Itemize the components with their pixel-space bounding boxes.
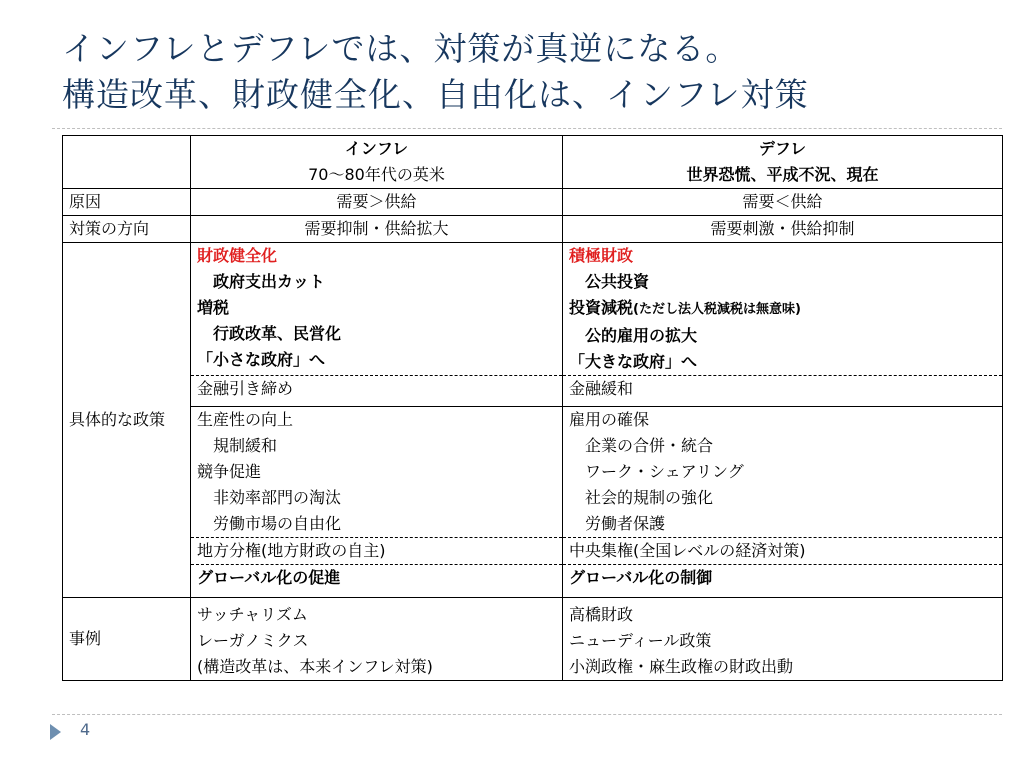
cause-deflation: 需要＜供給 [563, 189, 1003, 216]
examples-deflation [563, 598, 1003, 681]
examples-label: 事例 [63, 598, 191, 681]
examples-row [63, 598, 1003, 681]
structure-deflation-line: 企業の合併・統合 [585, 436, 714, 455]
examples-inflation-line: (構造改革は、本来インフレ対策) [197, 657, 433, 676]
header-inflation [191, 136, 563, 189]
footer-divider [52, 714, 1002, 715]
header-deflation-sub: 世界恐慌、平成不況、現在 [686, 165, 879, 184]
structure-deflation [563, 407, 1003, 538]
global-inflation: グローバル化の促進 [191, 565, 563, 598]
header-empty-cell [63, 136, 191, 189]
title-divider [52, 128, 1002, 129]
fiscal-inflation-line: 増税 [197, 298, 230, 317]
header-inflation-sub: 70～80年代の英米 [308, 165, 445, 184]
structure-deflation-line: 労働者保護 [585, 514, 666, 533]
global-row [63, 565, 1003, 598]
header-row [63, 136, 1003, 189]
fiscal-deflation-line: 投資減税 [569, 298, 634, 317]
direction-deflation: 需要刺激・供給抑制 [563, 216, 1003, 243]
header-deflation-title: デフレ [758, 139, 807, 158]
direction-label: 対策の方向 [63, 216, 191, 243]
fiscal-inflation [191, 243, 563, 376]
monetary-deflation: 金融緩和 [563, 376, 1003, 407]
fiscal-inflation-line: 行政改革、民営化 [213, 324, 342, 343]
structure-inflation-line: 労働市場の自由化 [213, 514, 342, 533]
cause-label: 原因 [63, 189, 191, 216]
fiscal-inflation-line: 政府支出カット [213, 272, 325, 291]
cause-inflation: 需要＞供給 [191, 189, 563, 216]
structure-inflation-line: 生産性の向上 [197, 410, 294, 429]
examples-inflation-line: サッチャリズム [197, 605, 308, 624]
fiscal-inflation-line: 「小さな政府」へ [197, 350, 326, 369]
cause-row [63, 189, 1003, 216]
examples-inflation-line: レーガノミクス [197, 631, 309, 650]
comparison-table [62, 135, 1003, 681]
page-number: 4 [80, 720, 91, 739]
structure-inflation-line: 競争促進 [197, 462, 262, 481]
examples-inflation [191, 598, 563, 681]
examples-deflation-line: 高橋財政 [569, 605, 634, 624]
examples-deflation-line: 小渕政権・麻生政権の財政出動 [569, 657, 794, 676]
fiscal-row [63, 243, 1003, 376]
direction-row [63, 216, 1003, 243]
fiscal-deflation-line: 公共投資 [585, 272, 650, 291]
decentral-inflation: 地方分権(地方財政の自主) [191, 538, 563, 565]
structure-deflation-line: ワーク・シェアリング [585, 462, 744, 481]
structure-inflation-line: 規制緩和 [213, 436, 278, 455]
fiscal-deflation-line: 「大きな政府」へ [569, 352, 698, 371]
fiscal-deflation-line: 公的雇用の拡大 [585, 326, 698, 345]
triangle-bullet-icon [50, 724, 61, 740]
slide-title [62, 26, 1012, 118]
structure-deflation-line: 社会的規制の強化 [585, 488, 714, 507]
title-line-2: 構造改革、財政健全化、自由化は、インフレ対策 [62, 75, 809, 114]
title-line-1: インフレとデフレでは、対策が真逆になる。 [62, 29, 740, 68]
fiscal-deflation-line: 積極財政 [569, 246, 634, 265]
monetary-row [63, 376, 1003, 407]
policy-label: 具体的な政策 [63, 243, 191, 598]
fiscal-deflation-note: (ただし法人税減税は無意味) [633, 302, 801, 317]
structure-deflation-line: 雇用の確保 [569, 410, 650, 429]
direction-inflation: 需要抑制・供給拡大 [191, 216, 563, 243]
header-inflation-title: インフレ [344, 139, 409, 158]
header-deflation [563, 136, 1003, 189]
monetary-inflation: 金融引き締め [191, 376, 563, 407]
decentral-row [63, 538, 1003, 565]
fiscal-deflation [563, 243, 1003, 376]
fiscal-inflation-line: 財政健全化 [197, 246, 278, 265]
decentral-deflation: 中央集権(全国レベルの経済対策) [563, 538, 1003, 565]
structure-inflation-line: 非効率部門の淘汰 [213, 488, 342, 507]
global-deflation: グローバル化の制御 [563, 565, 1003, 598]
examples-deflation-line: ニューディール政策 [569, 631, 712, 650]
structure-row [63, 407, 1003, 538]
structure-inflation [191, 407, 563, 538]
